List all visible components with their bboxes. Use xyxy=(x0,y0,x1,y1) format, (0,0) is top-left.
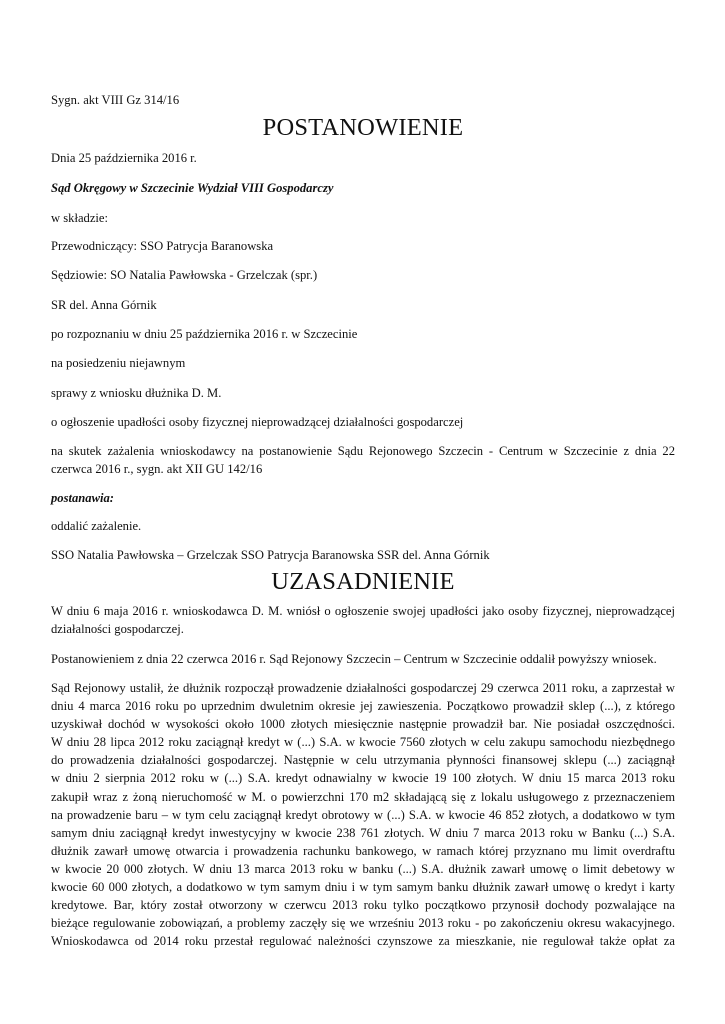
paragraph-line: Wnioskodawca od 2014 roku przestał regulować należności czynszowe za mieszkanie, nie regulował także opłat za xyxy=(51,934,675,949)
paragraph-line: dniu 4 marca 2016 roku po uprzednim dwuletnim okresie jej zawieszenia. Początkowo prowadził sklep (...), z którego xyxy=(51,699,675,714)
paragraph-line: w dniu 2 sierpnia 2012 roku w (...) S.A. kredyt odnawialny w kwocie 19 100 złotych. W dniu 15 marca 2013 roku xyxy=(51,771,675,786)
decision-title: POSTANOWIENIE xyxy=(262,114,464,141)
paragraph-line: Sąd Rejonowy ustalił, że dłużnik rozpoczął prowadzenie działalności gospodarczej 29 czerwca 2011 roku, a zaprzestał w xyxy=(51,681,675,695)
appeal-paragraph xyxy=(51,442,675,478)
paragraph-line: kredytowe. Bar, który został otworzony w czerwcu 2013 roku tylko początkowo przynosił dochody pozwalające na xyxy=(51,898,675,913)
paragraph-line: W dniu 28 lipca 2012 roku zaciągnął kredyt w (...) S.A. w kwocie 7560 złotych w celu zakupu samochodu niezbędnego xyxy=(51,735,675,750)
paragraph-line: do prowadzenia działalności gospodarczej. Następnie w celu utrzymania płynności finansowej sklepu (...) zaciągnął xyxy=(51,753,675,768)
justification-paragraph-1 xyxy=(51,602,675,638)
paragraph-line: dłużnik zawarł umowę otwarcia i prowadzenia rachunku bankowego, w ramach której przyznano mu limit overdraftu xyxy=(51,843,675,858)
presiding-judge: Przewodniczący: SSO Patrycja Baranowska xyxy=(51,239,274,253)
case-subject: o ogłoszenie upadłości osoby fizycznej nieprowadzącej działalności gospodarczej xyxy=(51,415,464,429)
paragraph-line: kwocie 60 000 złotych, a dodatkowo w tym samym dniu i w tym samym banku dłużnik zawarł umowę o kredyt i karty xyxy=(51,880,675,895)
appeal-line: na skutek zażalenia wnioskodawcy na postanowienie Sądu Rejonowego Szczecin - Centrum w Szczecinie z dnia 22 xyxy=(51,444,675,458)
session-type: na posiedzeniu niejawnym xyxy=(51,356,186,370)
case-signature: Sygn. akt VIII Gz 314/16 xyxy=(51,93,180,107)
justification-paragraph-2: Postanowieniem z dnia 22 czerwca 2016 r. Sąd Rejonowy Szczecin – Centrum w Szczecinie oddalił powyższy wniosek. xyxy=(51,652,657,666)
paragraph-line: działalności gospodarczej. xyxy=(51,622,184,637)
court-name: Sąd Okręgowy w Szczecinie Wydział VIII Gospodarczy xyxy=(51,181,334,195)
ruling: oddalić zażalenie. xyxy=(51,519,142,533)
paragraph-line: bieżące regulowanie zobowiązań, a problemy zaczęły się we wrześniu 2013 roku - po zakończeniu okresu wakacyjnego. xyxy=(51,916,675,931)
justification-paragraph-3 xyxy=(51,679,675,950)
paragraph-line: W dniu 6 maja 2016 r. wnioskodawca D. M. wniósł o ogłoszenie swojej upadłości jako osoby fizycznej, nieprowadzącej xyxy=(51,604,675,618)
signatures: SSO Natalia Pawłowska – Grzelczak SSO Patrycja Baranowska SSR del. Anna Górnik xyxy=(51,548,490,562)
paragraph-line: samym dniu zaciągnął kredyt inwestycyjny w kwocie 238 761 złotych. W dniu 7 marca 2013 roku w Banku (...) S.A. xyxy=(51,825,675,840)
delegated-judge: SR del. Anna Górnik xyxy=(51,298,157,312)
composition-label: w składzie: xyxy=(51,211,109,225)
appeal-line: czerwca 2016 r., sygn. akt XII GU 142/16 xyxy=(51,462,263,477)
hearing-info: po rozpoznaniu w dniu 25 października 2016 r. w Szczecinie xyxy=(51,327,358,341)
judges: Sędziowie: SO Natalia Pawłowska - Grzelczak (spr.) xyxy=(51,268,318,282)
paragraph-line: w kwocie 20 000 złotych. W dniu 13 marca 2013 roku w banku (...) S.A. dłużnik zawarł umowę o limit debetowy w xyxy=(51,861,675,876)
justification-title: UZASADNIENIE xyxy=(271,568,455,595)
case-description: sprawy z wniosku dłużnika D. M. xyxy=(51,386,222,400)
paragraph-line: na prowadzenie baru – w tym celu zaciągnął kredyt obrotowy w (...) S.A. w kwocie 46 852 złotych, a dodatkowo w tym xyxy=(51,807,675,822)
paragraph-line: uzyskiwał dochód w wysokości około 1000 złotych miesięcznie następnie prowadził bar. Nie posiadał oszczędności. xyxy=(51,717,675,732)
paragraph-line: zakupił wraz z żoną nieruchomość w M. o powierzchni 170 m2 składającą się z lokalu usługowego z przeznaczeniem xyxy=(51,789,675,804)
resolves-label: postanawia: xyxy=(51,491,114,505)
decision-date: Dnia 25 października 2016 r. xyxy=(51,151,197,165)
